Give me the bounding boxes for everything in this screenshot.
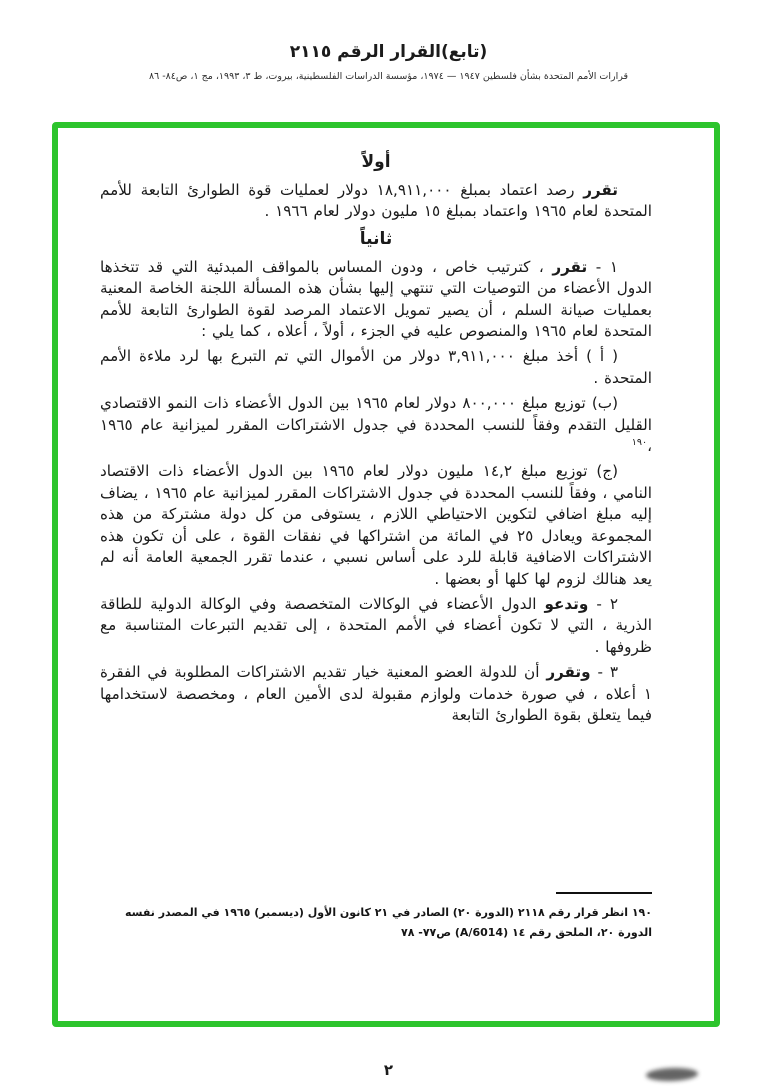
footnote-block xyxy=(100,892,652,943)
page-header xyxy=(0,42,777,82)
item-3: ٣ - وتقرر أن للدولة العضو المعنية خيار تقديم الاشتراكات المطلوبة في الفقرة ١ أعلاه ، في صورة خدمات ولوازم مقبولة لدى الأمين العام ، ومخصصة لاستخدامها فيما يتعلق بقوة الطوارئ التابعة xyxy=(100,663,652,724)
source-citation: قرارات الأمم المتحدة بشأن فلسطين ١٩٤٧ — ١٩٧٤، مؤسسة الدراسات الفلسطينية، بيروت، ط ٣، ١٩٩٣، مج ١، ص٨٤- ٨٦ xyxy=(148,71,629,82)
footnote-line-2: الدورة ٢٠، الملحق رقم ١٤ (A/6014) ص٧٧- ٧٨ xyxy=(400,926,652,939)
footnote-line-1: ١٩٠ انظر قرار رقم ٢١١٨ (الدورة ٢٠) الصادر في ٢١ كانون الأول (ديسمبر) ١٩٦٥ في المصدر نفسه xyxy=(124,906,652,919)
footnote-separator-rule xyxy=(556,892,652,894)
item-2: ٢ - وتدعو الدول الأعضاء في الوكالات المتخصصة وفي الوكالة الدولية للطاقة الذرية ، التي لا تكون أعضاء في الأمم المتحدة ، إلى تقديم التبرعات المتناسبة مع ظروفها . xyxy=(100,594,652,656)
item-1-b: (ب) توزيع مبلغ ٨٠٠,٠٠٠ دولار لعام ١٩٦٥ بين الدول الأعضاء ذات النمو الاقتصادي القليل التقدم وفقاً للنسب المحددة في جدول الاشتراكات المقرر لميزانية عام ١٩٦٥ ،$^{١٩٠}$ xyxy=(100,394,652,456)
paragraph-appropriation: تقرر رصد اعتماد بمبلغ ١٨,٩١١,٠٠٠ دولار لعمليات قوة الطوارئ التابعة للأمم المتحدة لعام ١٩٦٥ واعتماد بمبلغ ١٥ مليون دولار لعام ١٩٦٦ . xyxy=(100,181,652,221)
highlight-border-box xyxy=(52,122,720,1027)
document-title: (تابع)القرار الرقم ٢١١٥ xyxy=(289,42,488,62)
item-1-a: ( أ ) أخذ مبلغ ٣,٩١١,٠٠٠ دولار من الأموال التي تم التبرع بها لرد ملاءة الأمم المتحدة . xyxy=(100,347,652,387)
section-heading-first: أولاً xyxy=(361,152,391,172)
item-1: ١ - تقرر ، كترتيب خاص ، ودون المساس بالمواقف المبدئية التي قد تتخذها الدول الأعضاء من التوصيات التي تنتهي إليها بشأن هذه المسألة اللجنة الخاصة المعنية بعمليات صيانة السلم ، أن يصير تمويل الاعتماد المرصد لقوة الطوارئ التابعة للأمم المتحدة لعام ١٩٦٥ والمنصوص عليه في الجزء ، أولاً ، أعلاه ، كما يلي : xyxy=(100,257,652,341)
spacer xyxy=(100,730,652,892)
section-heading-second: ثانياً xyxy=(359,228,393,249)
item-1-c: (ج) توزيع مبلغ ١٤,٢ مليون دولار لعام ١٩٦٥ بين الدول الأعضاء ذات الاقتصاد النامي ، وفقاً للنسب المحددة في جدول الاشتراكات المقرر لميزانية عام ١٩٦٥ ، يضاف إليه مبلغ اضافي لتكوين الاحتياطي اللازم ، يستوفى من كل دولة مشتركة من هذه المجموعة ويعادل ٢٥ في المائة من اشتراكها في نفقات القوة ، على أن تكون هذه الاشتراكات الاضافية قابلة للرد على أساس نسبي ، عندما تقرر الجمعية العامة أنه لم يعد هنالك لزوم لها كلها أو بعضها . xyxy=(100,462,652,588)
document-body xyxy=(100,146,652,730)
page-number: ٢ xyxy=(383,1061,394,1079)
ink-smudge xyxy=(646,1067,698,1082)
box-content xyxy=(58,128,714,1021)
